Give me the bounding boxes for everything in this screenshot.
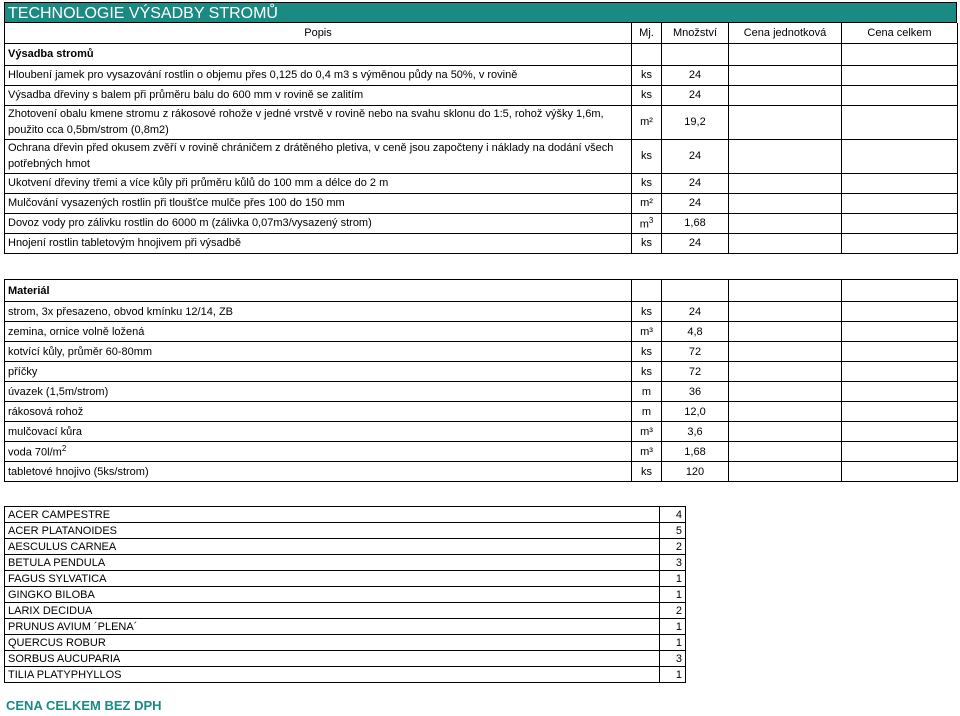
document-title: TECHNOLOGIE VÝSADBY STROMŮ [4, 2, 957, 23]
species-count: 1 [660, 571, 686, 587]
species-name: TILIA PLATYPHYLLOS [5, 667, 660, 683]
list-item [5, 619, 686, 635]
item-qty: 19,2 [662, 105, 729, 139]
material-table [4, 279, 958, 482]
item-qty: 3,6 [662, 422, 729, 442]
species-count: 2 [660, 539, 686, 555]
table-row [5, 65, 958, 85]
item-unit: m [632, 402, 662, 422]
item-desc: Výsadba dřeviny s balem při průměru balu do 600 mm v rovině se zalitím [5, 85, 632, 105]
item-unit: ks [632, 173, 662, 193]
list-item [5, 603, 686, 619]
item-unit: ks [632, 362, 662, 382]
item-qty: 4,8 [662, 322, 729, 342]
item-qty: 72 [662, 362, 729, 382]
species-name: ACER PLATANOIDES [5, 523, 660, 539]
species-name: BETULA PENDULA [5, 555, 660, 571]
species-name: GINGKO BILOBA [5, 587, 660, 603]
item-unit: m² [632, 105, 662, 139]
species-count: 1 [660, 619, 686, 635]
item-desc: tabletové hnojivo (5ks/strom) [5, 462, 632, 482]
total-price-label: CENA CELKEM BEZ DPH [6, 698, 162, 713]
item-unit: ks [632, 342, 662, 362]
species-count: 5 [660, 523, 686, 539]
item-qty: 72 [662, 342, 729, 362]
table-row [5, 402, 958, 422]
table-row [5, 382, 958, 402]
species-table [4, 506, 686, 683]
item-desc: Dovoz vody pro zálivku rostlin do 6000 m (zálivka 0,07m3/vysazený strom) [5, 213, 632, 233]
table-row [5, 462, 958, 482]
item-desc: Hnojení rostlin tabletovým hnojivem při výsadbě [5, 233, 632, 253]
table-row [5, 302, 958, 322]
species-name: QUERCUS ROBUR [5, 635, 660, 651]
table-row [5, 342, 958, 362]
item-qty: 12,0 [662, 402, 729, 422]
item-desc: rákosová rohož [5, 402, 632, 422]
list-item [5, 523, 686, 539]
item-desc: Ochrana dřevin před okusem zvěří v rovině chráničem z drátěného pletiva, v ceně jsou započteny i náklady na dodání všech potřebných hmot [5, 139, 632, 173]
item-qty: 24 [662, 85, 729, 105]
species-name: PRUNUS AVIUM ´PLENA´ [5, 619, 660, 635]
table-row [5, 173, 958, 193]
species-name: FAGUS SYLVATICA [5, 571, 660, 587]
item-unit: m³ [632, 422, 662, 442]
item-desc: strom, 3x přesazeno, obvod kmínku 12/14, ZB [5, 302, 632, 322]
species-count: 1 [660, 587, 686, 603]
species-count: 1 [660, 667, 686, 683]
species-name: SORBUS AUCUPARIA [5, 651, 660, 667]
item-qty: 24 [662, 193, 729, 213]
header-cena-jednotkova: Cena jednotková [729, 23, 842, 43]
table-row [5, 193, 958, 213]
item-desc: úvazek (1,5m/strom) [5, 382, 632, 402]
list-item [5, 651, 686, 667]
item-unit: ks [632, 233, 662, 253]
item-desc: Ukotvení dřeviny třemi a více kůly při průměru kůlů do 100 mm a délce do 2 m [5, 173, 632, 193]
list-item [5, 635, 686, 651]
item-unit: ks [632, 302, 662, 322]
header-popis: Popis [5, 23, 632, 43]
item-unit: ks [632, 139, 662, 173]
table-row [5, 233, 958, 253]
item-qty: 24 [662, 233, 729, 253]
item-unit: m³ [632, 442, 662, 462]
item-unit: ks [632, 65, 662, 85]
table-row [5, 422, 958, 442]
list-item [5, 507, 686, 523]
table-row [5, 322, 958, 342]
list-item [5, 555, 686, 571]
list-item [5, 539, 686, 555]
list-item [5, 587, 686, 603]
species-count: 4 [660, 507, 686, 523]
header-mnozstvi: Množství [662, 23, 729, 43]
species-count: 3 [660, 651, 686, 667]
item-qty: 1,68 [662, 213, 729, 233]
table-row [5, 139, 958, 173]
item-desc: Zhotovení obalu kmene stromu z rákosové rohože v jedné vrstvě v rovině nebo na svahu sklonu do 1:5, rohož výšky 1,6m, použito cca 0,5bm/strom (0,8m2) [5, 105, 632, 139]
item-unit: ks [632, 85, 662, 105]
item-unit: m³ [632, 322, 662, 342]
item-desc: Mulčování vysazených rostlin při tloušťce mulče přes 100 do 150 mm [5, 193, 632, 213]
section-title-row [5, 280, 958, 302]
item-qty: 24 [662, 139, 729, 173]
header-mj: Mj. [632, 23, 662, 43]
table-row [5, 362, 958, 382]
species-count: 3 [660, 555, 686, 571]
item-desc: voda $70l/m^2$ [5, 442, 632, 462]
table-row [5, 85, 958, 105]
section-title: Materiál [5, 280, 632, 302]
table-row [5, 105, 958, 139]
section-title-row [5, 43, 958, 65]
item-unit: m² [632, 193, 662, 213]
item-desc: příčky [5, 362, 632, 382]
list-item [5, 667, 686, 683]
table-row [5, 213, 958, 233]
item-qty: 24 [662, 65, 729, 85]
header-cena-celkem: Cena celkem [842, 23, 958, 43]
item-qty: 1,68 [662, 442, 729, 462]
species-name: ACER CAMPESTRE [5, 507, 660, 523]
planting-table [4, 23, 958, 254]
item-qty: 36 [662, 382, 729, 402]
section-title: Výsadba stromů [5, 43, 632, 65]
table-row [5, 442, 958, 462]
item-desc: mulčovací kůra [5, 422, 632, 442]
species-name: AESCULUS CARNEA [5, 539, 660, 555]
item-qty: 24 [662, 302, 729, 322]
item-desc: kotvící kůly, průměr 60-80mm [5, 342, 632, 362]
species-count: 1 [660, 635, 686, 651]
item-desc: Hloubení jamek pro vysazování rostlin o objemu přes 0,125 do 0,4 m3 s výměnou půdy na 50%, v rovině [5, 65, 632, 85]
item-qty: 24 [662, 173, 729, 193]
item-qty: 120 [662, 462, 729, 482]
item-unit: $m^3$ [632, 213, 662, 233]
item-unit: m [632, 382, 662, 402]
item-desc: zemina, ornice volně ložená [5, 322, 632, 342]
species-count: 2 [660, 603, 686, 619]
header-row [5, 23, 958, 43]
item-unit: ks [632, 462, 662, 482]
species-name: LARIX DECIDUA [5, 603, 660, 619]
list-item [5, 571, 686, 587]
